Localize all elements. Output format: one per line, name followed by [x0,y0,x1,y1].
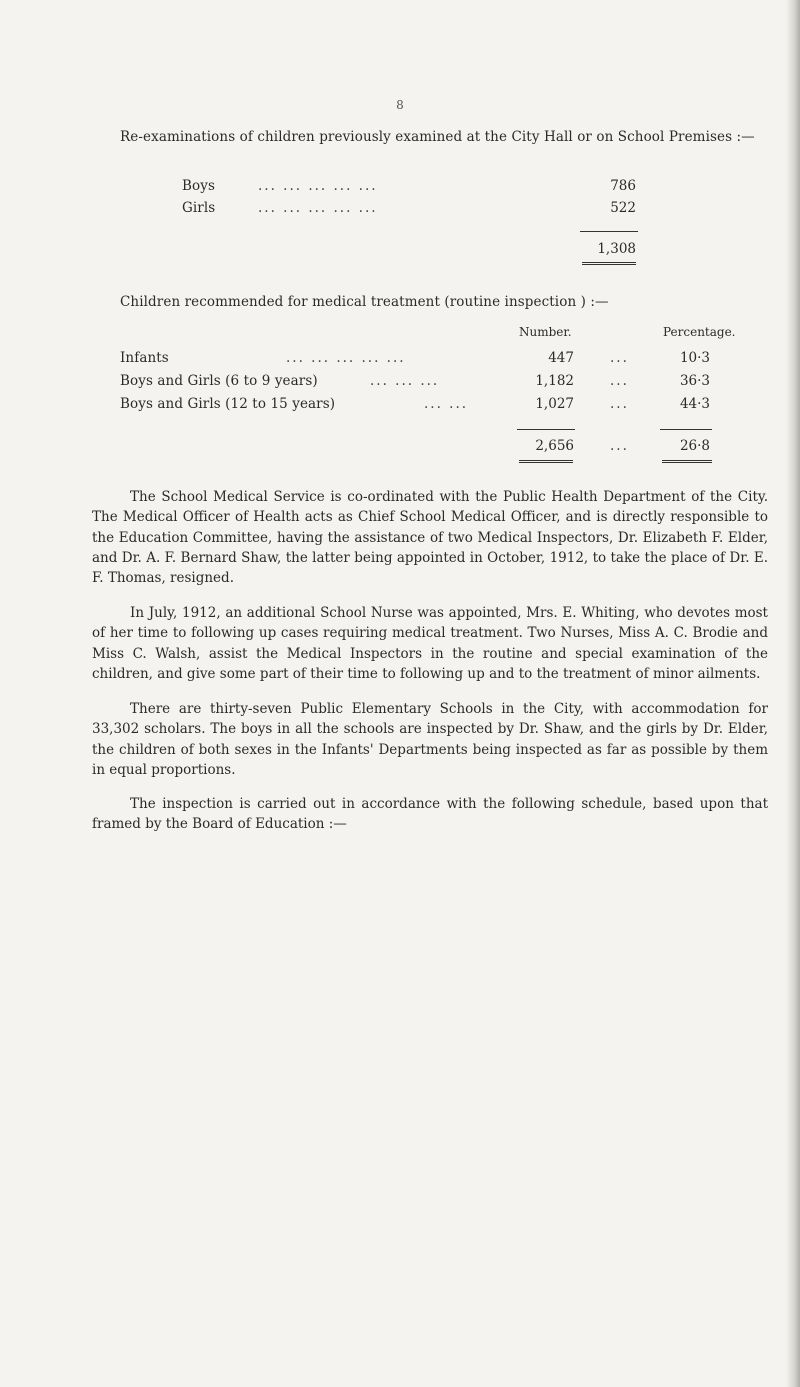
reexam-boys-label: Boys [182,178,216,194]
treatment-row-label: Boys and Girls (6 to 9 years) [120,373,318,389]
treatment-total-percent: 26·8 [679,438,710,454]
treatment-row-sep: ... [610,350,629,366]
treatment-row-sep: ... [610,396,629,412]
reexam-total-rule [582,262,636,265]
reexam-girls-dots: ... ... ... ... ... [258,200,378,216]
reexam-title: Re-examinations of children previously examined at the City Hall or on School Premises :— [120,129,755,145]
col-percentage-header: Percentage. [663,325,736,339]
treatment-row-percent: 44·3 [679,396,710,412]
paragraph-elementary-schools: There are thirty-seven Public Elementary Schools in the City, with accommodation for 33,302 scholars. The boys in all the schools are inspected by Dr. Shaw, and the girls by Dr. Elder, the children of both sexes in the Infants' Departments being inspected as far as possible by them in equal proportions. [92,701,768,778]
reexam-sum-rule [580,231,638,232]
reexam-girls-label: Girls [182,200,216,216]
treatment-percent-total-rule [662,460,712,463]
treatment-total-number: 2,656 [535,438,574,454]
paragraph-inspection-schedule: The inspection is carried out in accordance with the following schedule, based upon that framed by the Board of Education :— [92,796,768,833]
treatment-row-dots: ... ... ... [370,373,440,389]
treatment-row-percent: 36·3 [679,373,710,389]
treatment-number-sum-rule [517,429,575,430]
reexam-total: 1,308 [597,241,636,257]
paragraph-school-nurse: In July, 1912, an additional School Nurse was appointed, Mrs. E. Whiting, who devotes most of her time to following up cases requiring medical treatment. Two Nurses, Miss A. C. Brodie and Miss C. Walsh, assist the Medical Inspectors in the routine and special examination of the children, and give some part of their time to following up and to the treatment of minor ailments. [92,605,768,682]
treatment-row-dots: ... ... ... ... ... [286,350,406,366]
reexam-boys-dots: ... ... ... ... ... [258,178,378,194]
page-number: 8 [396,98,404,112]
treatment-row-percent: 10·3 [679,350,710,366]
treatment-percent-sum-rule [660,429,712,430]
treatment-row-number: 1,182 [535,373,574,389]
treatment-row-number: 447 [548,350,574,366]
treatment-row-number: 1,027 [535,396,574,412]
treatment-title: Children recommended for medical treatment (routine inspection ) :— [120,294,609,310]
col-number-header: Number. [519,325,572,339]
treatment-total-sep: ... [610,438,629,454]
treatment-number-total-rule [519,460,573,463]
paragraph-medical-service: The School Medical Service is co-ordinated with the Public Health Department of the City. The Medical Officer of Health acts as Chief School Medical Officer, and is directly responsible to the Education Committee, having the assistance of two Medical Inspectors, Dr. Elizabeth F. Elder, and Dr. A. F. Bernard Shaw, the latter being appointed in October, 1912, to take the place of Dr. E. F. Thomas, resigned. [92,489,768,587]
reexam-boys-value: 786 [610,178,636,194]
reexam-girls-value: 522 [610,200,636,216]
treatment-row-label: Infants [120,350,169,366]
treatment-row-sep: ... [610,373,629,389]
page-edge-shadow [786,0,800,1387]
treatment-row-label: Boys and Girls (12 to 15 years) [120,396,336,412]
treatment-row-dots: ... ... [424,396,469,412]
